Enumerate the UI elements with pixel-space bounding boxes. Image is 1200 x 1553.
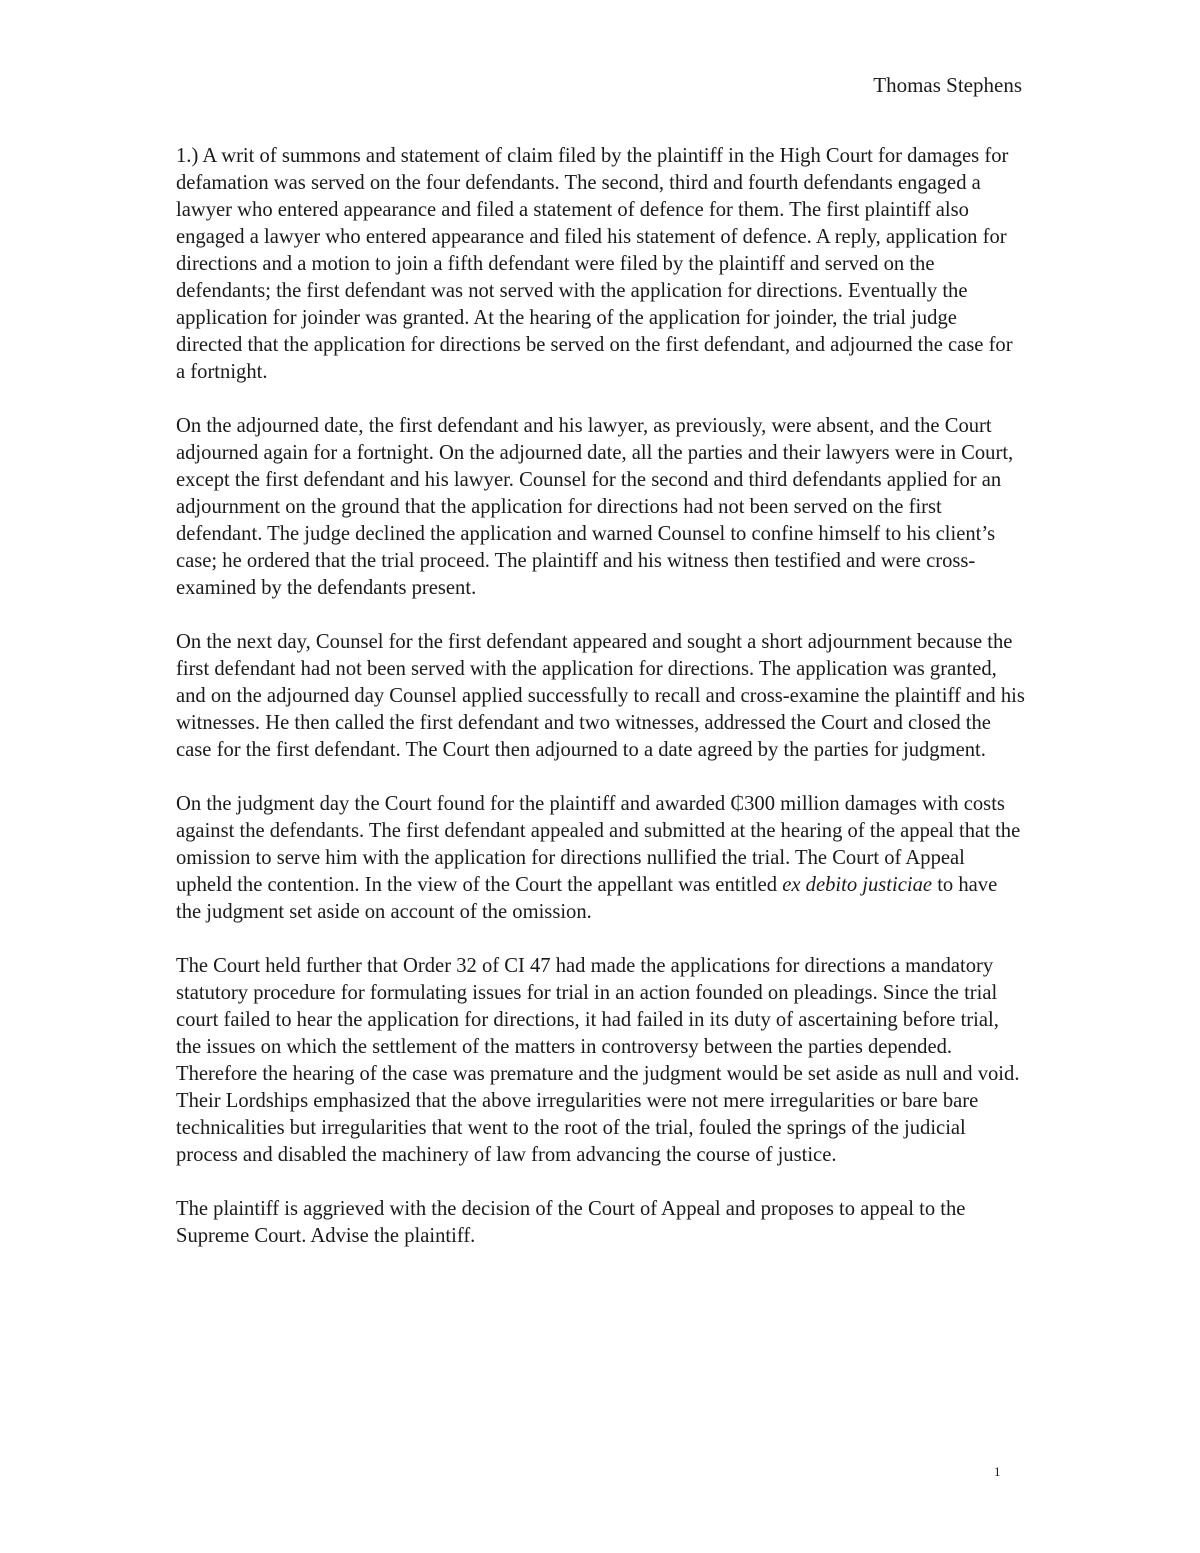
header-author-name: Thomas Stephens (873, 73, 1022, 97)
paragraph-5: The Court held further that Order 32 of CI 47 had made the applications for directions a mandatory statutory procedure for formulating issues for trial in an action founded on pleadings. Since the trial court failed to hear the application for directions, it had failed in its duty of ascertaining before trial, the issues on which the settlement of the matters in controversy between the parties depended. Therefore the hearing of the case was premature and the judgment would be set aside as null and void. Their Lordships emphasized that the above irregularities were not mere irregularities or bare bare technicalities but irregularities that went to the root of the trial, fouled the springs of the judicial process and disabled the machinery of law from advancing the course of justice. (176, 955, 1020, 1166)
paragraph-4-text-end: to have the judgment set aside on account of the omission. (176, 874, 998, 923)
paragraph-1: 1.) A writ of summons and statement of claim filed by the plaintiff in the High Court for damages for defamation was served on the four defendants. The second, third and fourth defendants engaged a lawyer who entered appearance and filed a statement of defence for them. The first plaintiff also engaged a lawyer who entered appearance and filed his statement of defence. A reply, application for directions and a motion to join a fifth defendant were filed by the plaintiff and served on the defendants; the first defendant was not served with the application for directions. Eventually the application for joinder was granted. At the hearing of the application for joinder, the trial judge directed that the application for directions be served on the first defendant, and adjourned the case for a fortnight. (176, 145, 1013, 383)
paragraph-4-text-start: On the judgment day the Court found for the plaintiff and awarded ₵300 million damages with costs against the defendants. The first defendant appealed and submitted at the hearing of the appeal that the omission to serve him with the application for directions nullified the trial. The Court of Appeal upheld the contention. In the view of the Court the appellant was entitled (176, 793, 1021, 896)
page-number: 1 (994, 1464, 1001, 1479)
paragraph-6: The plaintiff is aggrieved with the decision of the Court of Appeal and proposes to appeal to the Supreme Court. Advise the plaintiff. (176, 1198, 966, 1247)
paragraph-3: On the next day, Counsel for the first defendant appeared and sought a short adjournment because the first defendant had not been served with the application for directions. The application was granted, and on the adjourned day Counsel applied successfully to recall and cross-examine the plaintiff and his witnesses. He then called the first defendant and two witnesses, addressed the Court and closed the case for the first defendant. The Court then adjourned to a date agreed by the parties for judgment. (176, 631, 1025, 761)
paragraph-4-latin-phrase: ex debito justiciae (782, 874, 933, 896)
paragraph-4 (176, 791, 1026, 926)
paragraph-2: On the adjourned date, the first defendant and his lawyer, as previously, were absent, and the Court adjourned again for a fortnight. On the adjourned date, all the parties and their lawyers were in Court, except the first defendant and his lawyer. Counsel for the second and third defendants applied for an adjournment on the ground that the application for directions had not been served on the first defendant. The judge declined the application and warned Counsel to confine himself to his client’s case; he ordered that the trial proceed. The plaintiff and his witness then testified and were cross-examined by the defendants present. (176, 415, 1014, 599)
document-body (176, 143, 1026, 1250)
